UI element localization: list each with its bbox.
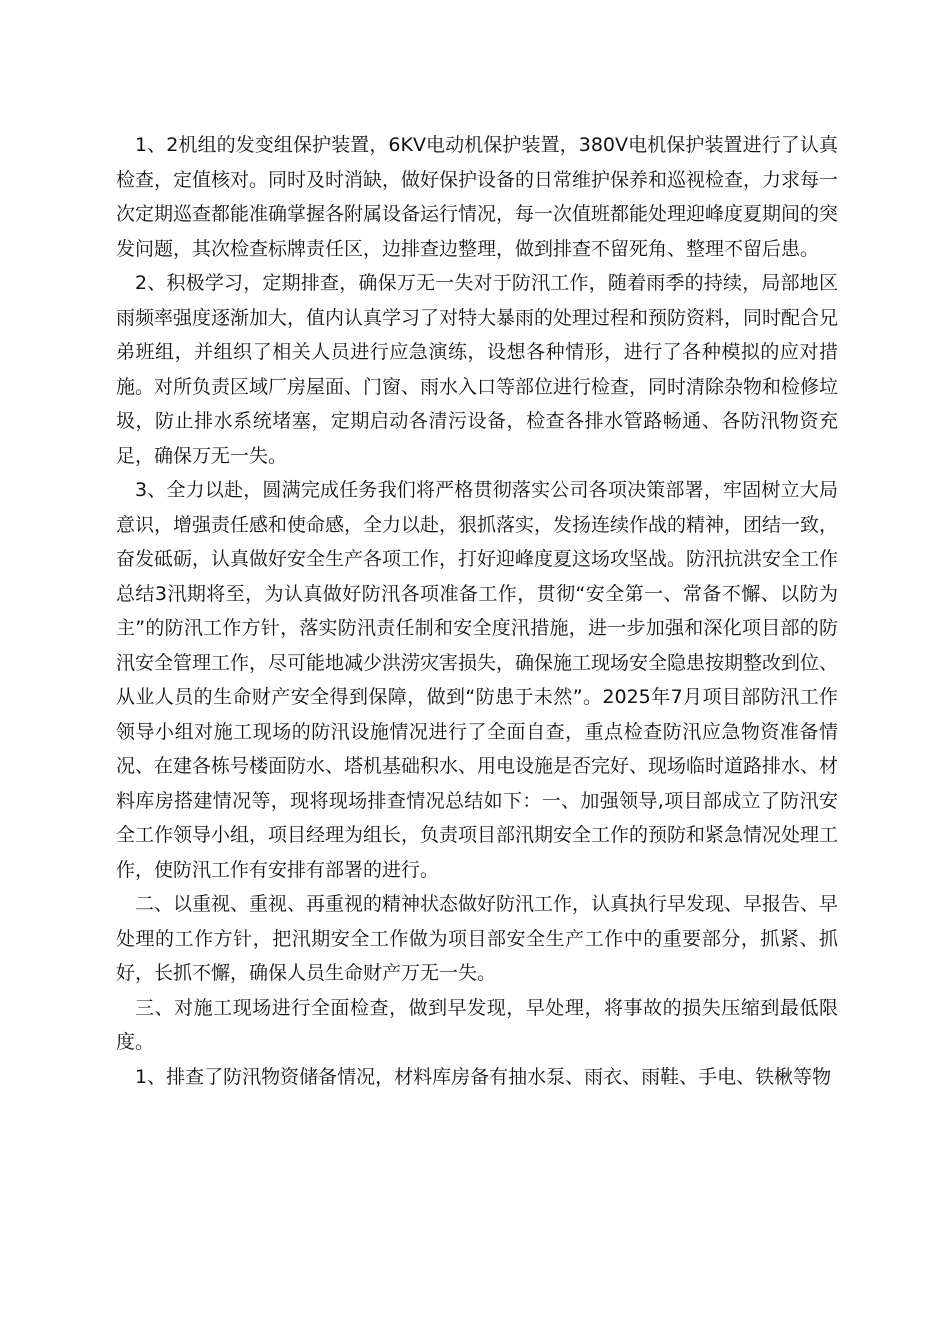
- paragraph-flood-study: 2、积极学习，定期排查，确保万无一失对于防汛工作，随着雨季的持续，局部地区雨频率强度逐渐加大，值内认真学习了对特大暴雨的处理过程和预防资料，同时配合兄弟班组，并组织了相关人员进行应急演练，设想各种情形，进行了各种模拟的应对措施。对所负责区域厂房屋面、门窗、雨水入口等部位进行检查，同时清除杂物和检修垃圾，防止排水系统堵塞，定期启动各清污设备，检查各排水管路畅通、各防汛物资充足，确保万无一失。: [116, 272, 839, 467]
- paragraph-section-two: 二、以重视、重视、再重视的精神状态做好防汛工作，认真执行早发现、早报告、早处理的工作方针，把汛期安全工作做为项目部安全生产工作中的重要部分，抓紧、抓好，长抓不懈，确保人员生命财产万无一失。: [116, 893, 839, 984]
- document-body: [116, 128, 838, 1094]
- paragraph-protection-devices: 1、2机组的发变组保护装置，6KV电动机保护装置，380V电机保护装置进行了认真检查，定值核对。同时及时消缺，做好保护设备的日常维护保养和巡视检查，力求每一次定期巡查都能准确掌握各附属设备运行情况，每一次值班都能处理迎峰度夏期间的突发问题，其次检查标牌责任区，边排查边整理，做到排查不留死角、整理不留后患。: [116, 134, 839, 260]
- paragraph-section-three: 三、对施工现场进行全面检查，做到早发现，早处理，将事故的损失压缩到最低限度。: [116, 996, 838, 1053]
- paragraph-full-effort: 3、全力以赴，圆满完成任务我们将严格贯彻落实公司各项决策部署，牢固树立大局意识，增强责任感和使命感，全力以赴，狠抓落实，发扬连续作战的精神，团结一致，奋发砥砺，认真做好安全生产各项工作，打好迎峰度夏这场攻坚战。防汛抗洪安全工作总结3汛期将至，为认真做好防汛各项准备工作，贯彻“安全第一、常备不懈、以防为主”的防汛工作方针，落实防汛责任制和安全度汛措施，进一步加强和深化项目部的防汛安全管理工作，尽可能地减少洪涝灾害损失，确保施工现场安全隐患按期整改到位、从业人员的生命财产安全得到保障，做到“防患于未然”。2025年7月项目部防汛工作领导小组对施工现场的防汛设施情况进行了全面自查，重点检查防汛应急物资准备情况、在建各栋号楼面防水、塔机基础积水、用电设施是否完好、现场临时道路排水、材料库房搭建情况等，现将现场排查情况总结如下：一、加强领导,项目部成立了防汛安全工作领导小组，项目经理为组长，负责项目部汛期安全工作的预防和紧急情况处理工作，使防汛工作有安排有部署的进行。: [116, 479, 839, 881]
- paragraph-materials-check: 1、排查了防汛物资储备情况，材料库房备有抽水泵、雨衣、雨鞋、手电、铁楸等物: [135, 1065, 832, 1088]
